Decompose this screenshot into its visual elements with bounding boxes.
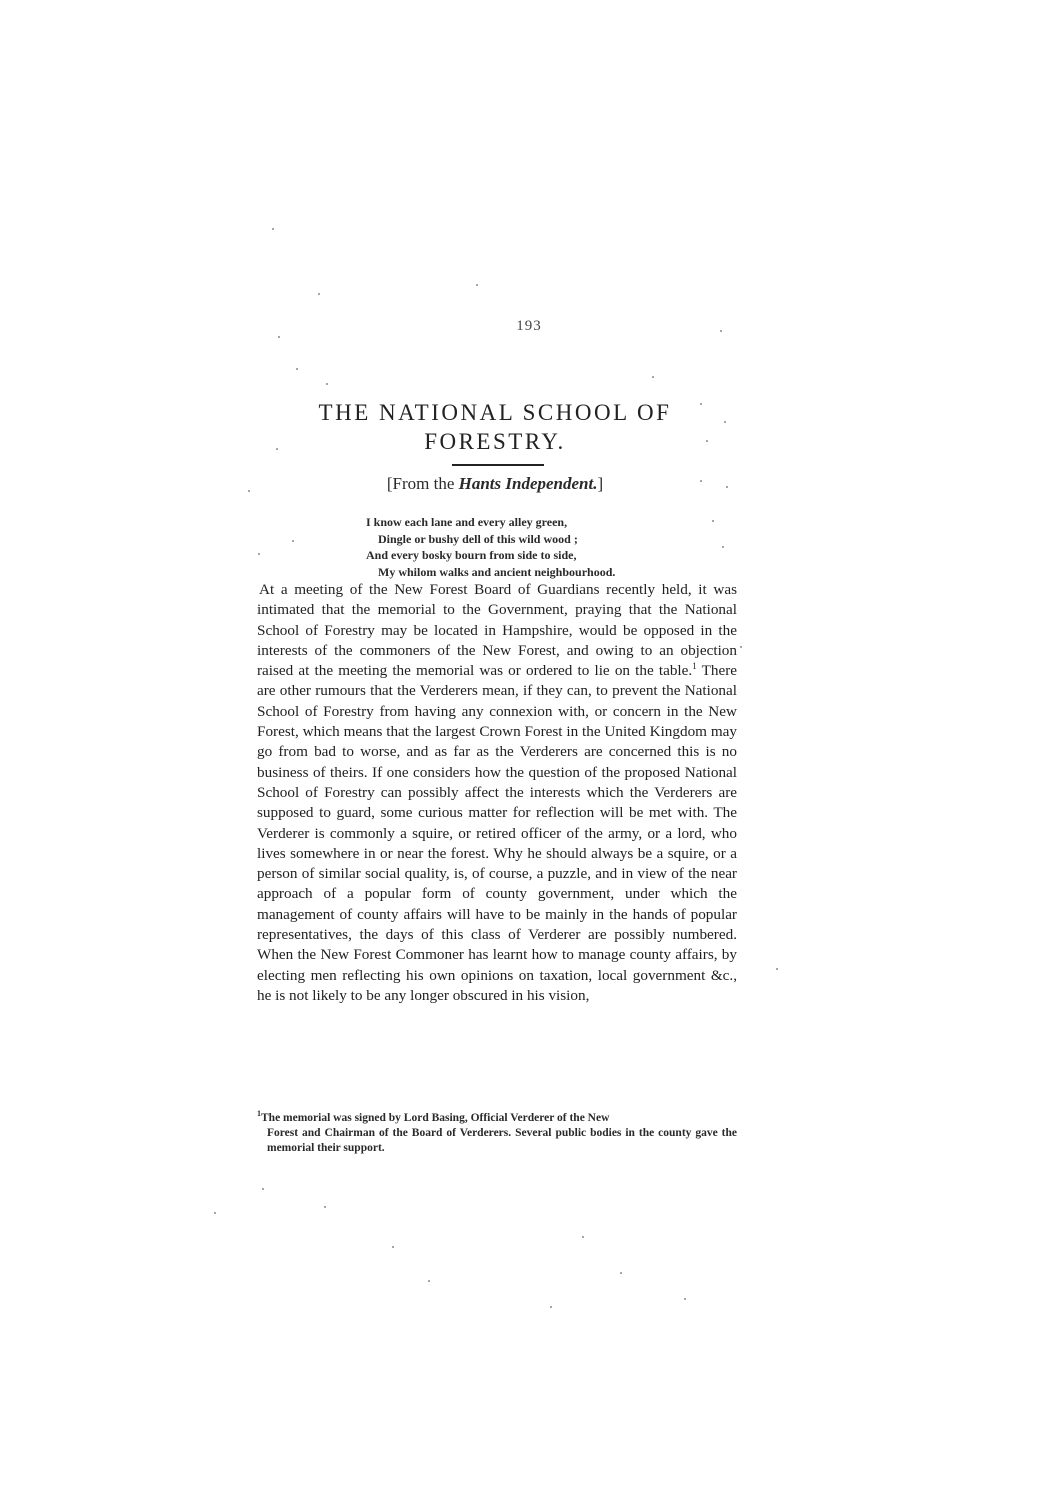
footnote-marker: 1 xyxy=(257,1109,261,1118)
title-line-2: FORESTRY. xyxy=(424,429,566,454)
source-attribution xyxy=(250,474,740,494)
epigraph-verse xyxy=(366,514,766,580)
verse-line: Dingle or bushy dell of this wild wood ; xyxy=(378,531,578,546)
article-title xyxy=(250,398,740,456)
body-text-part-2: There are other rumours that the Verderers mean, if they can, to prevent the National School of Forestry from having any connexion with, or concern in the New Forest, which means that the largest Crown Forest in the United Kingdom may go from bad to worse, and as far as the Verderers are concerned this is no business of theirs. If one considers how the question of the proposed National School of Forestry can possibly affect the interests which the Verderers are supposed to guard, some curious matter for reflection will be met with. The Verderer is commonly a squire, or retired officer of the army, or a lord, who lives somewhere in or near the forest. Why he should always be a squire, or a person of similar social quality, is, of course, a puzzle, and in view of the near approach of a popular form of county government, under which the management of county affairs will have to be mainly in the hands of popular representatives, the days of this class of Verderer are possibly numbered. When the New Forest Commoner has learnt how to manage county affairs, by electing men reflecting his own opinions on taxation, local government &c., he is not likely to be any longer obscured in his vision, xyxy=(257,662,737,1004)
footnote-line-1: The memorial was signed by Lord Basing, Official Verderer of the New xyxy=(261,1111,610,1124)
footnote-continuation: Forest and Chairman of the Board of Verderers. Several public bodies in the county gave the memorial their support. xyxy=(267,1126,737,1154)
title-line-1: THE NATIONAL SCHOOL OF xyxy=(318,400,672,425)
verse-line: And every bosky bourn from side to side, xyxy=(366,548,577,562)
footnote xyxy=(257,1106,737,1156)
verse-line: I know each lane and every alley green, xyxy=(366,515,568,529)
page-number: 193 xyxy=(516,318,542,334)
footnote-reference: 1 xyxy=(692,661,697,672)
source-suffix: ] xyxy=(597,474,604,493)
title-rule xyxy=(452,464,544,466)
source-publication: Hants Independent. xyxy=(458,474,598,493)
article-body xyxy=(257,580,737,1006)
body-text-part-1: At a meeting of the New Forest Board of Guardians recently held, it was intimated that the memorial to the Government, praying that the National School of Forestry may be located in Hampshire, would be opposed in the interests of the commoners of the New Forest, and owing to an objection raised at the meeting the memorial was or ordered to lie on the table. xyxy=(257,581,737,680)
source-prefix: [From the xyxy=(386,474,459,493)
verse-line: My whilom walks and ancient neighbourhood. xyxy=(378,564,616,579)
